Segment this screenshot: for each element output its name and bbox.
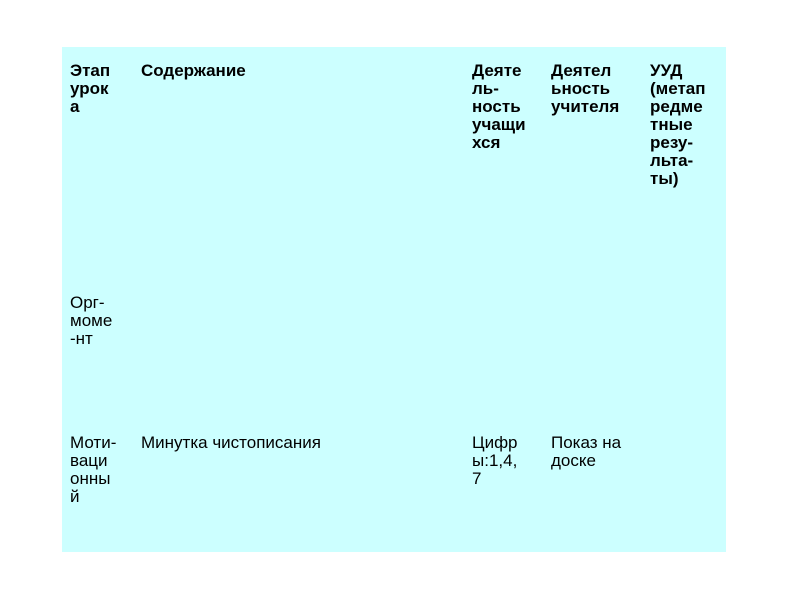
header-teacher-activity: Деятел ьность учителя	[551, 61, 620, 116]
header-content: Содержание	[141, 61, 246, 80]
row1-stage: Орг- моме -нт	[70, 293, 113, 348]
row2-content: Минутка чистописания	[141, 433, 321, 452]
slide-background	[62, 47, 726, 552]
row2-teacher-activity: Показ на доске	[551, 433, 622, 470]
header-stage: Этап урок а	[70, 61, 111, 116]
header-uud: УУД (метап редме тные резу- льта- ты)	[650, 61, 706, 188]
header-student-activity: Деяте ль- ность учащи хся	[472, 61, 526, 152]
row2-stage: Моти- ваци онны й	[70, 433, 117, 506]
row2-student-activity: Цифр ы:1,4, 7	[472, 433, 518, 488]
